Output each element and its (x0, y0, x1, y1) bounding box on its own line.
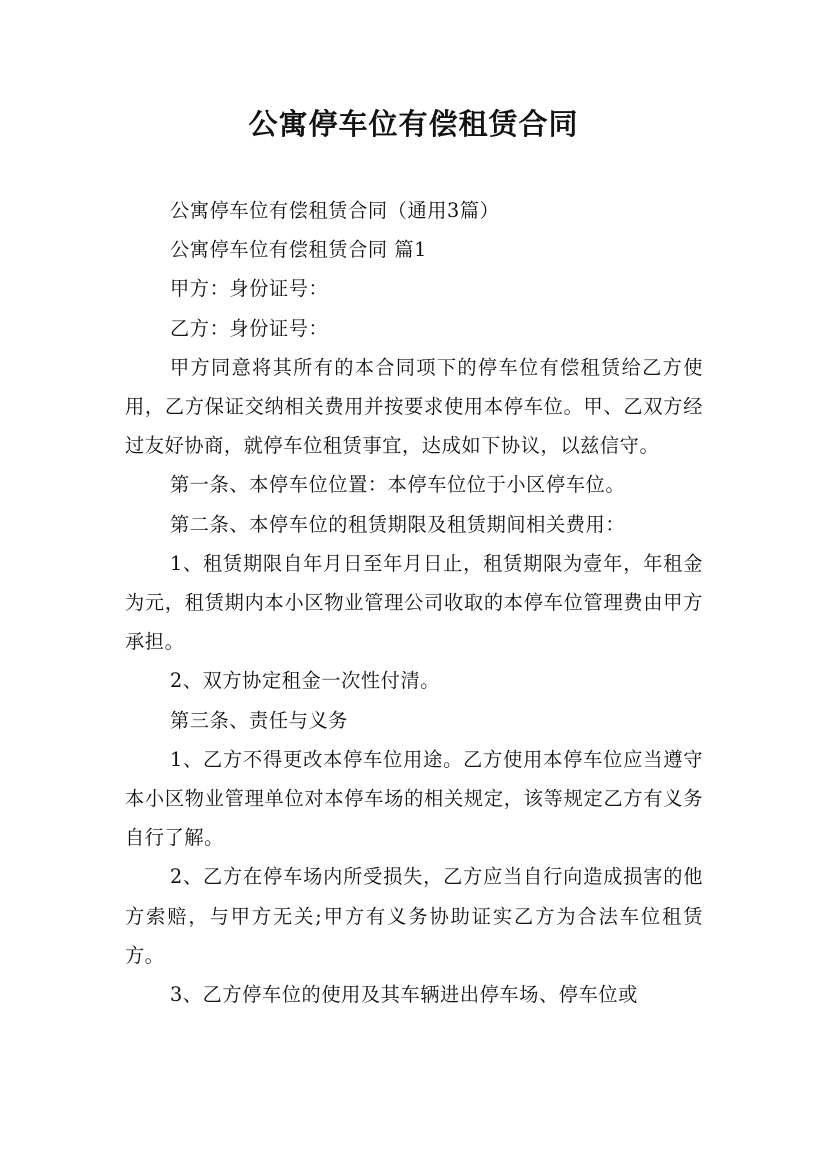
paragraph-section-heading: 公寓停车位有偿租赁合同 篇1 (170, 238, 427, 262)
paragraph-article-2: 第二条、本停车位的租赁期限及租赁期间相关费用： (170, 512, 626, 536)
paragraph-party-a: 甲方：身份证号： (170, 277, 329, 301)
document-body (125, 191, 703, 1014)
paragraph-article-3-item-2: 2、乙方在停车场内所受损失，乙方应当自行向造成损害的他方索赔，与甲方无关;甲方有义务协助证实乙方为合法车位租赁方。 (125, 865, 703, 967)
document-title: 公寓停车位有偿租赁合同 (248, 107, 579, 141)
paragraph-article-2-item-2: 2、双方协定租金一次性付清。 (170, 669, 441, 693)
paragraph-article-3-item-1: 1、乙方不得更改本停车位用途。乙方使用本停车位应当遵守本小区物业管理单位对本停车场的相关规定，该等规定乙方有义务自行了解。 (125, 747, 703, 850)
paragraph-preamble: 甲方同意将其所有的本合同项下的停车位有偿租赁给乙方使用，乙方保证交纳相关费用并按要求使用本停车位。甲、乙双方经过友好协商，就停车位租赁事宜，达成如下协议，以兹信守。 (125, 355, 703, 458)
paragraph-subtitle: 公寓停车位有偿租赁合同（通用3篇） (170, 199, 500, 222)
paragraph-article-3-item-3: 3、乙方停车位的使用及其车辆进出停车场、停车位或 (170, 983, 638, 1007)
paragraph-article-1: 第一条、本停车位位置：本停车位位于小区停车位。 (170, 473, 626, 497)
paragraph-article-2-item-1: 1、租赁期限自年月日至年月日止，租赁期限为壹年，年租金为元，租赁期内本小区物业管理公司收取的本停车位管理费由甲方承担。 (125, 551, 703, 654)
paragraph-party-b: 乙方：身份证号： (170, 316, 329, 340)
paragraph-article-3: 第三条、责任与义务 (170, 708, 349, 732)
